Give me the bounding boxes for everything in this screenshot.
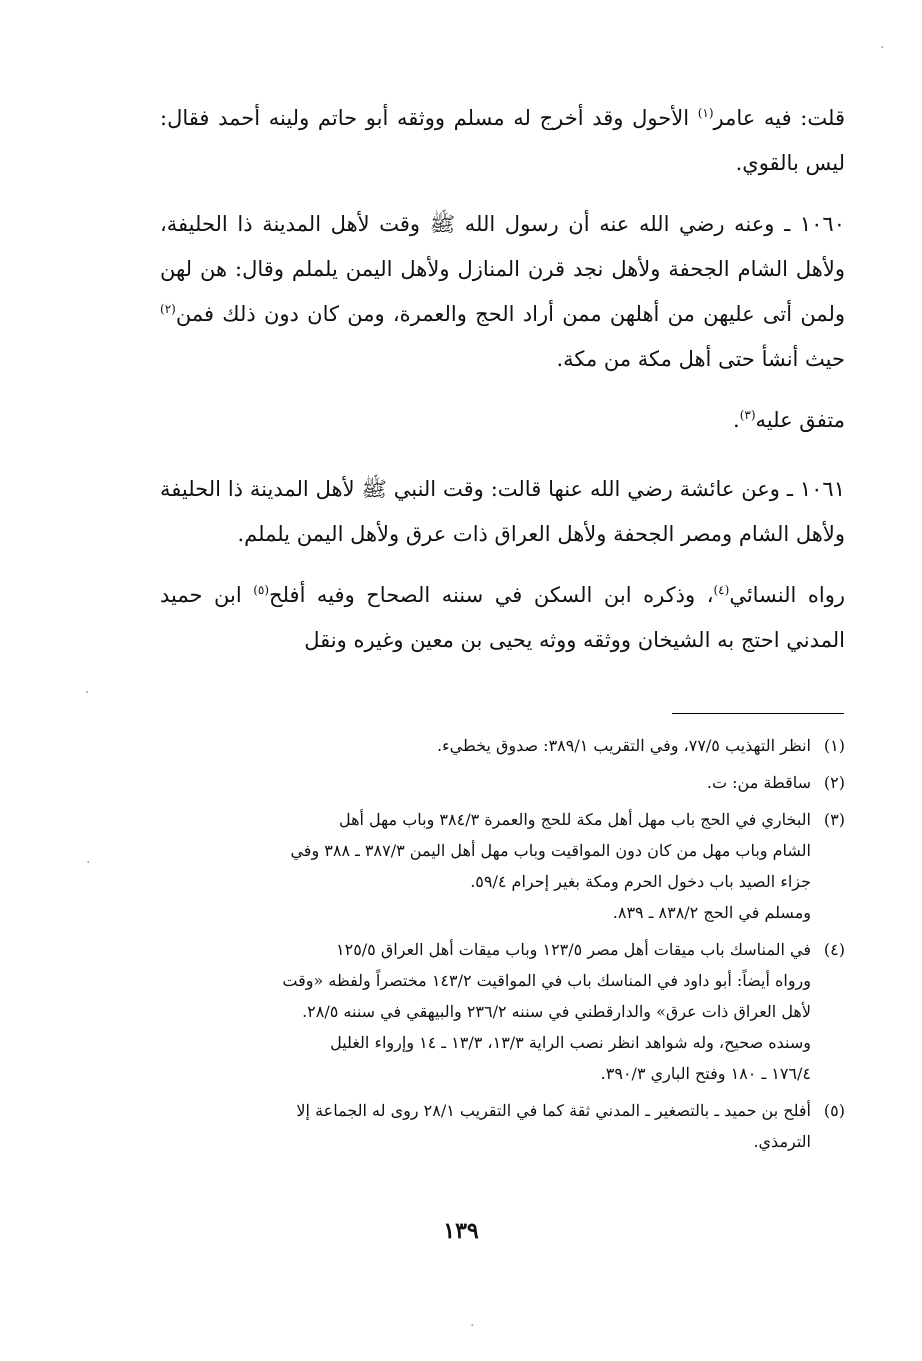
paragraph-text: الأحول وقد أخرج له مسلم ووثقه أبو حاتم ولينه أحمد فقال: ليس بالقوي. [160, 106, 845, 175]
paragraph-text: قلت: فيه عامر [713, 106, 845, 130]
paragraph-text: ابن حميد المدني احتج به الشيخان ووثقه ووثه يحيى بن معين وغيره ونقل [160, 583, 845, 652]
footnote-number: (٤) [823, 940, 845, 959]
footnote-2 [150, 767, 845, 798]
footnote-line: وسنده صحيح، وله شواهد انظر نصب الراية ١٣/٣، ١٣/٣ ـ ١٤ وإرواء الغليل [330, 1033, 811, 1052]
page-number: ١٣٩ [443, 1218, 479, 1244]
footnote-line: جزاء الصيد باب دخول الحرم ومكة بغير إحرام ٥٩/٤. [470, 872, 811, 891]
footnote-ref: (٣) [739, 408, 756, 422]
paragraph-text: ، وذكره ابن السكن في سننه الصحاح وفيه أفلح [269, 583, 714, 607]
footnote-line: أفلح بن حميد ـ بالتصغير ـ المدني ثقة كما في التقريب ٢٨/١ روى له الجماعة إلا [296, 1101, 811, 1120]
paragraph-text: ١٠٦١ ـ وعن عائشة رضي الله عنها قالت: وقت النبي ﷺ لأهل المدينة ذا الحليفة ولأهل الشام ومصر الجحفة ولأهل العراق ذات عرق ولأهل اليمن يلملم. [160, 477, 845, 546]
paragraph-text: متفق عليه [755, 408, 845, 432]
footnote-line: الترمذي. [753, 1132, 811, 1151]
paragraph-text: ١٠٦٠ ـ وعنه رضي الله عنه أن رسول الله ﷺ وقت لأهل المدينة ذا الحليفة، ولأهل الشام الجحفة ولأهل نجد قرن المنازل ولأهل اليمن يلملم وقال: هن لهن ولمن أتى عليهن من أهلهن ممن أراد الحج والعمرة، ومن كان دون ذلك فمن [160, 212, 845, 326]
paragraph-text: حيث أنشأ حتى أهل مكة من مكة. [556, 347, 845, 371]
footnote-line: الشام وباب مهل من كان دون المواقيت وباب مهل أهل اليمن ٣٨٧/٣ ـ ٣٨٨ وفي [290, 841, 811, 860]
footnote-line: ساقطة من: ت. [706, 773, 811, 792]
footnote-number: (٣) [823, 810, 845, 829]
scan-speck: · [85, 685, 90, 701]
footnote-line: البخاري في الحج باب مهل أهل مكة للحج والعمرة ٣٨٤/٣ وباب مهل أهل [338, 810, 811, 829]
hadith-1060 [160, 202, 845, 382]
footnote-1 [150, 730, 845, 761]
footnote-line: ورواه أيضاً: أبو داود في المناسك باب في المواقيت ١٤٣/٢ مختصراً ولفظه «وقت [282, 971, 811, 990]
scan-speck: · [86, 855, 91, 871]
main-text [160, 96, 845, 679]
hadith-1060-source [160, 398, 845, 443]
footnote-4 [150, 934, 845, 1089]
hadith-1061 [160, 467, 845, 557]
hadith-1061-source [160, 573, 845, 663]
paragraph-text: رواه النسائي [729, 583, 846, 607]
footnotes [150, 730, 845, 1163]
footnote-5 [150, 1095, 845, 1157]
footnote-ref: (٥) [253, 583, 270, 597]
footnote-line: ومسلم في الحج ٨٣٨/٢ ـ ٨٣٩. [612, 903, 811, 922]
footnote-number: (١) [823, 736, 845, 755]
footnote-3 [150, 804, 845, 928]
footnote-line: في المناسك باب ميقات أهل مصر ١٢٣/٥ وباب ميقات أهل العراق ١٢٥/٥ [336, 940, 811, 959]
scan-speck: · [470, 1318, 475, 1334]
footnote-line: ١٧٦/٤ ـ ١٨٠ وفتح الباري ٣٩٠/٣. [600, 1064, 811, 1083]
footnote-ref: (٤) [713, 583, 730, 597]
footnote-line: انظر التهذيب ٧٧/٥، وفي التقريب ٣٨٩/١: صدوق يخطيء. [437, 736, 811, 755]
footnote-separator [672, 713, 844, 714]
footnote-line: لأهل العراق ذات عرق» والدارقطني في سننه ٢٣٦/٢ والبيهقي في سننه ٢٨/٥. [302, 1002, 811, 1021]
footnote-ref: (٢) [160, 302, 176, 316]
paragraph-comment [160, 96, 845, 186]
paragraph-text: . [733, 408, 740, 432]
footnote-number: (٢) [823, 773, 845, 792]
footnote-number: (٥) [823, 1101, 845, 1120]
scan-speck: · [880, 40, 885, 56]
footnote-ref: (١) [697, 106, 714, 120]
